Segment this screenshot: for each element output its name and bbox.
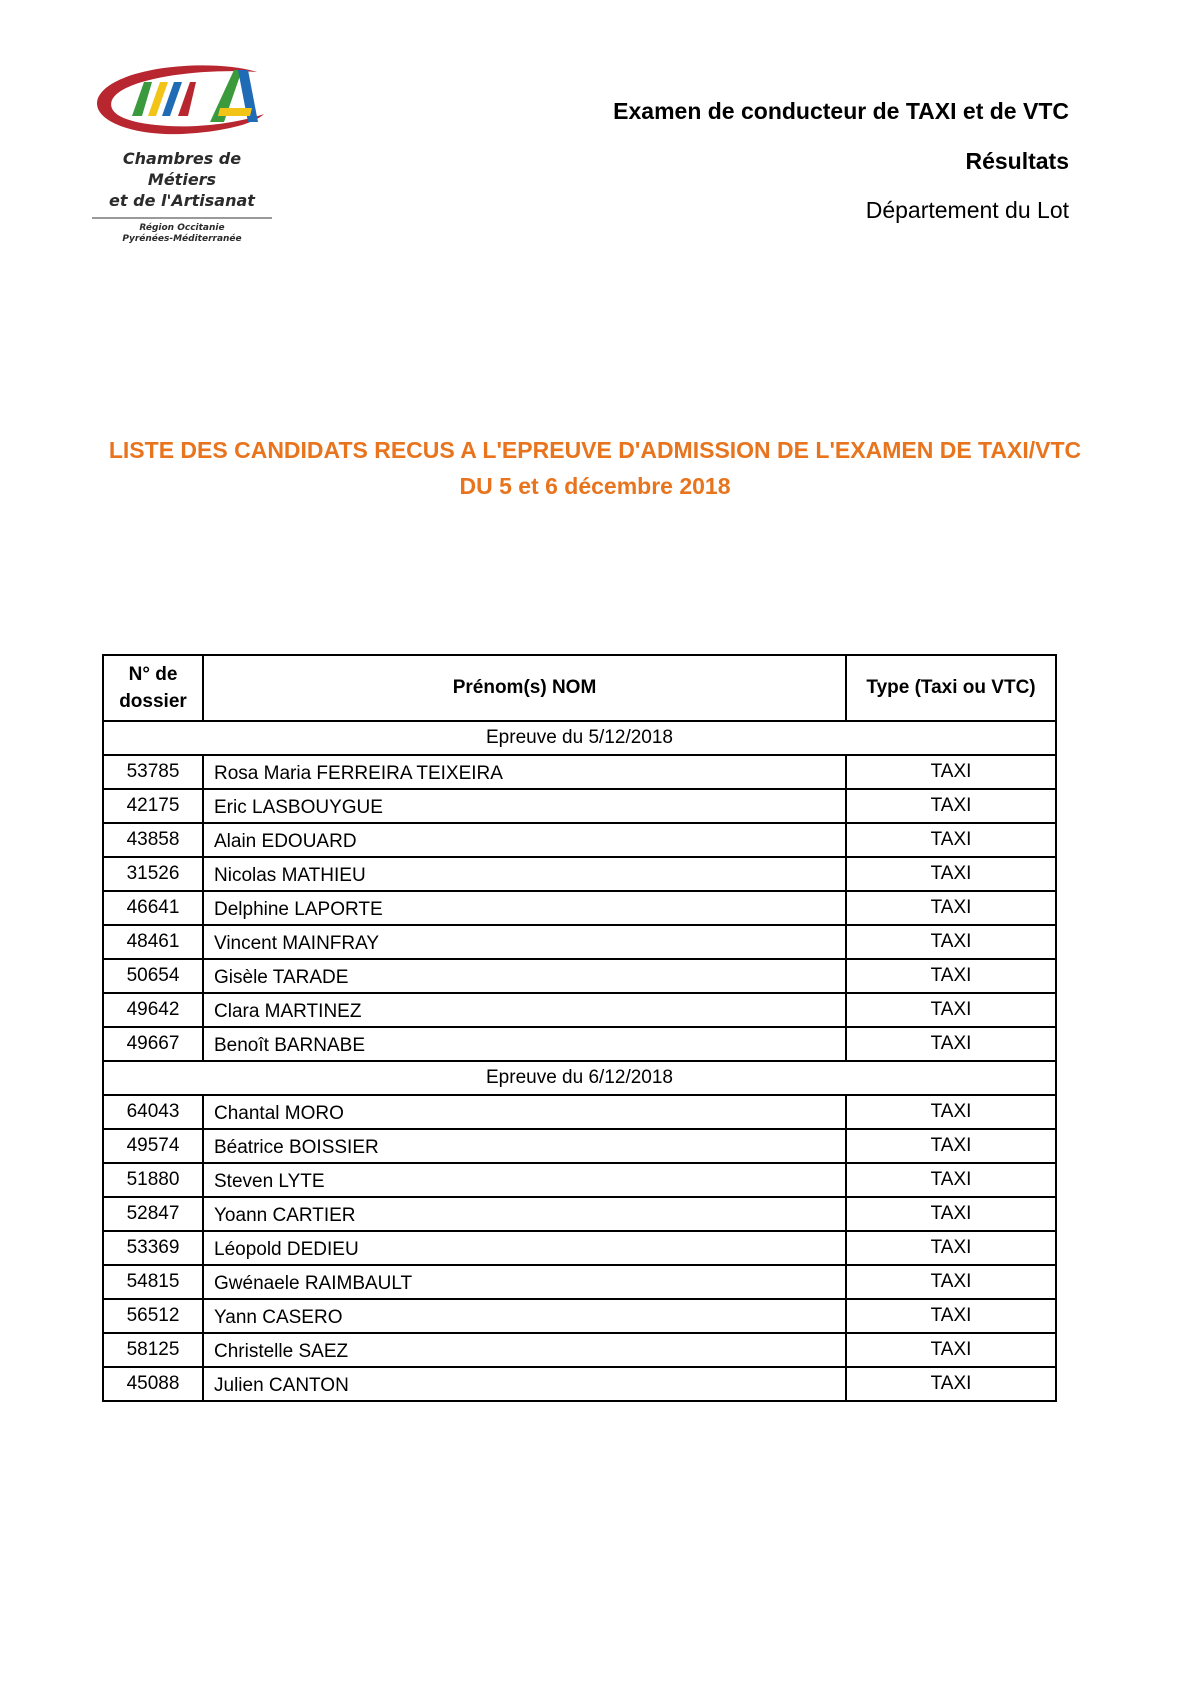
candidate-name: Yann CASERO [203, 1299, 846, 1333]
candidate-type: TAXI [846, 959, 1056, 993]
document-header [613, 98, 1069, 224]
candidate-type: TAXI [846, 1027, 1056, 1061]
dossier-number: 48461 [103, 925, 203, 959]
candidate-name: Gisèle TARADE [203, 959, 846, 993]
candidate-name: Eric LASBOUYGUE [203, 789, 846, 823]
candidate-type: TAXI [846, 993, 1056, 1027]
dossier-number: 46641 [103, 891, 203, 925]
table-row [103, 1265, 1056, 1299]
dossier-number: 64043 [103, 1095, 203, 1129]
table-row [103, 1163, 1056, 1197]
dossier-number: 43858 [103, 823, 203, 857]
dossier-number: 49667 [103, 1027, 203, 1061]
table-row [103, 1231, 1056, 1265]
candidate-type: TAXI [846, 925, 1056, 959]
candidate-type: TAXI [846, 755, 1056, 789]
section-row [103, 1061, 1056, 1095]
list-title-line1: LISTE DES CANDIDATS RECUS A L'EPREUVE D'ADMISSION DE L'EXAMEN DE TAXI/VTC [108, 437, 1082, 463]
table-row [103, 823, 1056, 857]
table-row [103, 1027, 1056, 1061]
candidate-type: TAXI [846, 891, 1056, 925]
header-dossier-number: N° de dossier [103, 655, 203, 721]
candidate-type: TAXI [846, 789, 1056, 823]
candidate-name: Christelle SAEZ [203, 1333, 846, 1367]
table-row [103, 1129, 1056, 1163]
candidate-name: Yoann CARTIER [203, 1197, 846, 1231]
table-row [103, 1333, 1056, 1367]
candidate-name: Rosa Maria FERREIRA TEIXEIRA [203, 755, 846, 789]
candidate-name: Benoît BARNABE [203, 1027, 846, 1061]
candidate-name: Alain EDOUARD [203, 823, 846, 857]
dossier-number: 49642 [103, 993, 203, 1027]
candidate-type: TAXI [846, 1095, 1056, 1129]
dossier-number: 53369 [103, 1231, 203, 1265]
section-label: Epreuve du 6/12/2018 [103, 1061, 1056, 1095]
dossier-number: 45088 [103, 1367, 203, 1401]
candidate-name: Nicolas MATHIEU [203, 857, 846, 891]
dossier-number: 56512 [103, 1299, 203, 1333]
candidate-type: TAXI [846, 1197, 1056, 1231]
dossier-number: 51880 [103, 1163, 203, 1197]
table-row [103, 993, 1056, 1027]
candidate-type: TAXI [846, 1333, 1056, 1367]
list-title-line2: DU 5 et 6 décembre 2018 [459, 473, 731, 499]
dossier-number: 50654 [103, 959, 203, 993]
table-row [103, 789, 1056, 823]
candidate-type: TAXI [846, 1231, 1056, 1265]
dossier-number: 58125 [103, 1333, 203, 1367]
candidate-name: Steven LYTE [203, 1163, 846, 1197]
candidate-type: TAXI [846, 857, 1056, 891]
table-row [103, 891, 1056, 925]
dossier-number: 54815 [103, 1265, 203, 1299]
dossier-number: 53785 [103, 755, 203, 789]
candidate-name: Chantal MORO [203, 1095, 846, 1129]
logo-line-chambres: Chambres de Métiers [122, 149, 242, 189]
header-name: Prénom(s) NOM [203, 655, 846, 721]
table-row [103, 959, 1056, 993]
table-row [103, 1197, 1056, 1231]
candidate-type: TAXI [846, 1367, 1056, 1401]
candidate-name: Béatrice BOISSIER [203, 1129, 846, 1163]
candidate-name: Julien CANTON [203, 1367, 846, 1401]
results-title: Résultats [965, 148, 1069, 174]
cma-logo [92, 64, 282, 245]
table-row [103, 755, 1056, 789]
candidate-name: Gwénaele RAIMBAULT [203, 1265, 846, 1299]
section-label: Epreuve du 5/12/2018 [103, 721, 1056, 755]
candidate-name: Léopold DEDIEU [203, 1231, 846, 1265]
candidate-name: Delphine LAPORTE [203, 891, 846, 925]
candidate-name: Vincent MAINFRAY [203, 925, 846, 959]
exam-title: Examen de conducteur de TAXI et de VTC [613, 98, 1069, 124]
candidate-type: TAXI [846, 1299, 1056, 1333]
table-row [103, 1299, 1056, 1333]
logo-region-line2: Pyrénées-Méditerranée [122, 234, 242, 244]
dossier-number: 52847 [103, 1197, 203, 1231]
table-row [103, 925, 1056, 959]
logo-divider [92, 217, 272, 219]
candidate-type: TAXI [846, 1129, 1056, 1163]
logo-line-artisanat: et de l'Artisanat [109, 191, 255, 210]
table-row [103, 1095, 1056, 1129]
candidate-name: Clara MARTINEZ [203, 993, 846, 1027]
cma-logo-mark [92, 64, 272, 148]
logo-region-line1: Région Occitanie [139, 223, 225, 233]
table-row [103, 857, 1056, 891]
section-row [103, 721, 1056, 755]
table-header-row [103, 655, 1056, 721]
list-title [0, 432, 1190, 504]
dossier-number: 31526 [103, 857, 203, 891]
table-row [103, 1367, 1056, 1401]
results-table [102, 654, 1057, 1402]
dossier-number: 42175 [103, 789, 203, 823]
header-type: Type (Taxi ou VTC) [846, 655, 1056, 721]
candidate-type: TAXI [846, 823, 1056, 857]
department-label: Département du Lot [865, 197, 1069, 223]
candidate-type: TAXI [846, 1265, 1056, 1299]
candidate-type: TAXI [846, 1163, 1056, 1197]
dossier-number: 49574 [103, 1129, 203, 1163]
